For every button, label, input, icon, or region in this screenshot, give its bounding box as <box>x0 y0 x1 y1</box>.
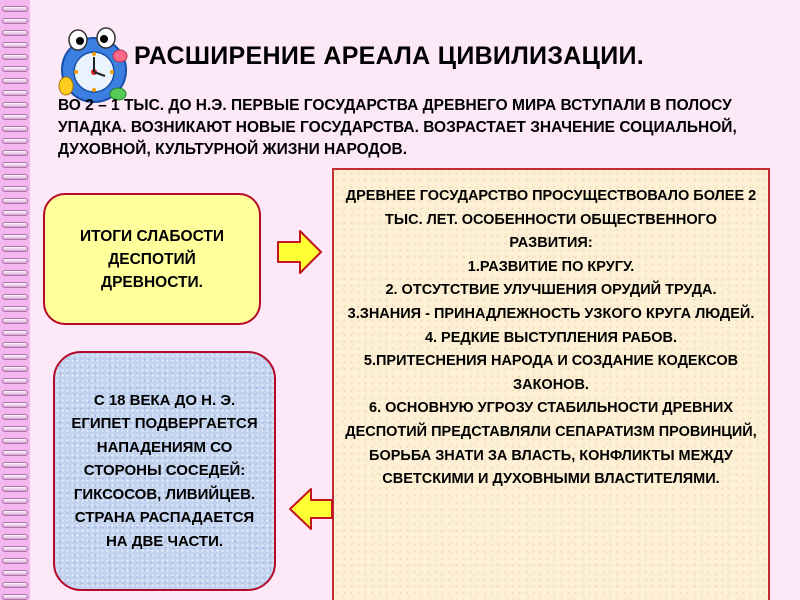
spiral-ring <box>2 522 28 528</box>
intro-paragraph: ВО 2 – 1 ТЫС. ДО Н.Э. ПЕРВЫЕ ГОСУДАРСТВА ДРЕВНЕГО МИРА ВСТУПАЛИ В ПОЛОСУ УПАДКА. ВОЗНИКАЮТ НОВЫЕ ГОСУДАРСТВА. ВОЗРАСТАЕТ ЗНАЧЕНИЕ СОЦИАЛЬНОЙ, ДУХОВНОЙ, КУЛЬТУРНОЙ ЖИЗНИ НАРОДОВ. <box>58 97 737 158</box>
spiral-ring <box>2 498 28 504</box>
spiral-ring <box>2 258 28 264</box>
notebook-spiral-binding <box>0 0 30 600</box>
spiral-ring <box>2 306 28 312</box>
spiral-ring <box>2 102 28 108</box>
spiral-ring <box>2 546 28 552</box>
features-intro: ДРЕВНЕЕ ГОСУДАРСТВО ПРОСУЩЕСТВОВАЛО БОЛЕЕ 2 ТЫС. ЛЕТ. ОСОБЕННОСТИ ОБЩЕСТВЕННОГО РАЗВИТИЯ: <box>345 188 757 252</box>
spiral-ring <box>2 30 28 36</box>
features-box <box>332 168 770 600</box>
arrow-right-icon <box>276 228 324 276</box>
spiral-ring <box>2 438 28 444</box>
spiral-ring <box>2 234 28 240</box>
spiral-ring <box>2 390 28 396</box>
spiral-ring <box>2 594 28 600</box>
spiral-ring <box>2 90 28 96</box>
spiral-ring <box>2 42 28 48</box>
feature-item-3: 3.ЗНАНИЯ - ПРИНАДЛЕЖНОСТЬ УЗКОГО КРУГА ЛЮДЕЙ. <box>347 305 755 322</box>
weakness-summary-box <box>43 193 261 325</box>
spiral-ring <box>2 6 28 12</box>
spiral-ring <box>2 450 28 456</box>
feature-item-2: 2. ОТСУТСТВИЕ УЛУЧШЕНИЯ ОРУДИЙ ТРУДА. <box>385 282 717 299</box>
spiral-ring <box>2 318 28 324</box>
spiral-ring <box>2 54 28 60</box>
weakness-summary-text: ИТОГИ СЛАБОСТИ ДЕСПОТИЙ ДРЕВНОСТИ. <box>79 227 224 291</box>
spiral-ring <box>2 474 28 480</box>
spiral-ring <box>2 486 28 492</box>
arrow-left-icon <box>288 486 334 532</box>
spiral-ring <box>2 330 28 336</box>
spiral-ring <box>2 534 28 540</box>
spiral-ring <box>2 510 28 516</box>
spiral-ring <box>2 366 28 372</box>
spiral-ring <box>2 282 28 288</box>
spiral-ring <box>2 150 28 156</box>
spiral-ring <box>2 198 28 204</box>
cartoon-clock-mascot-icon <box>58 26 130 104</box>
spiral-ring <box>2 342 28 348</box>
spiral-ring <box>2 270 28 276</box>
spiral-ring <box>2 186 28 192</box>
spiral-ring <box>2 426 28 432</box>
feature-item-4: 4. РЕДКИЕ ВЫСТУПЛЕНИЯ РАБОВ. <box>424 329 678 346</box>
spiral-ring <box>2 354 28 360</box>
spiral-ring <box>2 582 28 588</box>
egypt-history-box <box>53 351 276 591</box>
spiral-ring <box>2 138 28 144</box>
spiral-ring <box>2 222 28 228</box>
feature-item-5: 5.ПРИТЕСНЕНИЯ НАРОДА И СОЗДАНИЕ КОДЕКСОВ ЗАКОНОВ. <box>363 353 739 393</box>
spiral-ring <box>2 18 28 24</box>
spiral-ring <box>2 114 28 120</box>
spiral-ring <box>2 402 28 408</box>
egypt-history-text: С 18 ВЕКА ДО Н. Э. ЕГИПЕТ ПОДВЕРГАЕТСЯ НАПАДЕНИЯМ СО СТОРОНЫ СОСЕДЕЙ: ГИКСОСОВ, ЛИВИЙЦЕВ. СТРАНА РАСПАДАЕТСЯ НА ДВЕ ЧАСТИ. <box>71 391 258 550</box>
feature-item-1: 1.РАЗВИТИЕ ПО КРУГУ. <box>467 258 635 275</box>
spiral-ring <box>2 66 28 72</box>
spiral-ring <box>2 126 28 132</box>
spiral-ring <box>2 294 28 300</box>
spiral-ring <box>2 462 28 468</box>
spiral-ring <box>2 78 28 84</box>
spiral-ring <box>2 378 28 384</box>
spiral-ring <box>2 558 28 564</box>
slide-title: РАСШИРЕНИЕ АРЕАЛА ЦИВИЛИЗАЦИИ. <box>134 42 644 70</box>
spiral-ring <box>2 174 28 180</box>
spiral-ring <box>2 246 28 252</box>
spiral-ring <box>2 414 28 420</box>
spiral-ring <box>2 210 28 216</box>
spiral-ring <box>2 162 28 168</box>
spiral-ring <box>2 570 28 576</box>
feature-item-6: 6. ОСНОВНУЮ УГРОЗУ СТАБИЛЬНОСТИ ДРЕВНИХ ДЕСПОТИЙ ПРЕДСТАВЛЯЛИ СЕПАРАТИЗМ ПРОВИНЦИЙ, БОРЬБА ЗНАТИ ЗА ВЛАСТЬ, КОНФЛИКТЫ МЕЖДУ СВЕТСКИМИ И ДУХОВНЫМИ ВЛАСТИТЕЛЯМИ. <box>345 400 757 488</box>
